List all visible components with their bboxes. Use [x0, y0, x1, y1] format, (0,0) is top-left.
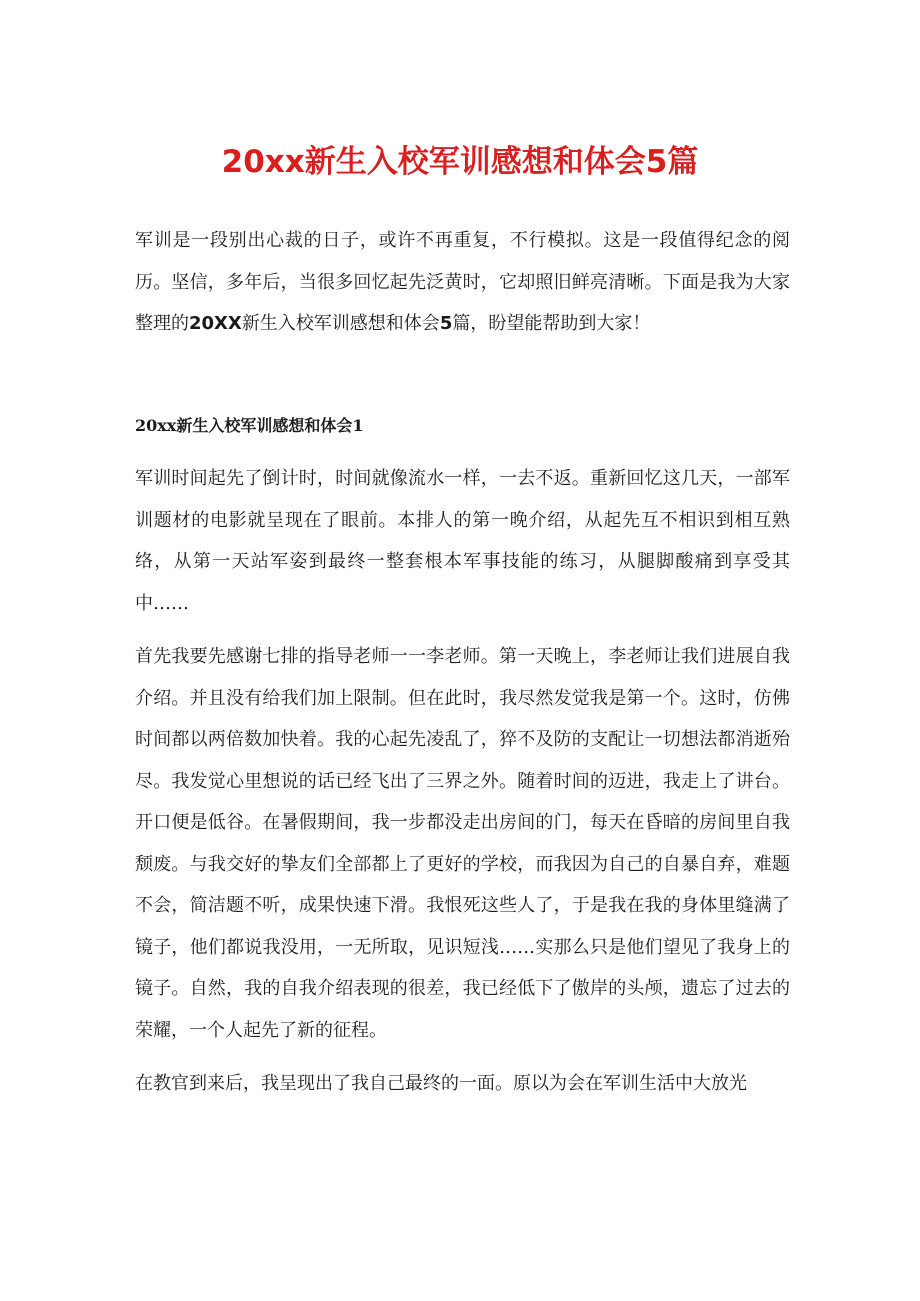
intro-text-2: 新生入校军训感想和体会	[241, 313, 440, 334]
intro-text-1: 军训是一段别出心裁的日子，或许不再重复，不行模拟。这是一段值得纪念的阅历。坚信，多年后，当很多回忆起先泛黄时，它却照旧鲜亮清晰。下面是我为大家整理的	[135, 230, 790, 334]
intro-text-3: 篇，盼望能帮助到大家！	[452, 313, 651, 334]
document-title: 20xx新生入校军训感想和体会5篇	[221, 144, 699, 180]
section-heading: 20xx新生入校军训感想和体会1	[135, 416, 364, 435]
intro-year-bold: 20XX	[189, 313, 242, 334]
body-paragraph-2: 首先我要先感谢七排的指导老师一一李老师。第一天晚上，李老师让我们进展自我介绍。并且没有给我们加上限制。但在此时，我尽然发觉我是第一个。这时，仿佛时间都以两倍数加快着。我的心起先凌乱了，猝不及防的支配让一切想法都消逝殆尽。我发觉心里想说的话已经飞出了三界之外。随着时间的迈进，我走上了讲台。开口便是低谷。在暑假期间，我一步都没走出房间的门，每天在昏暗的房间里自我颓废。与我交好的挚友们全部都上了更好的学校，而我因为自己的自暴自弃，难题不会，简洁题不听，成果快速下滑。我恨死这些人了，于是我在我的身体里缝满了镜子，他们都说我没用，一无所取，见识短浅……实那么只是他们望见了我身上的镜子。自然，我的自我介绍表现的很差，我已经低下了傲岸的头颅，遗忘了过去的荣耀，一个人起先了新的征程。	[135, 646, 790, 1041]
intro-count-bold: 5	[439, 313, 453, 334]
intro-paragraph	[135, 220, 790, 345]
body-paragraph-3: 在教官到来后，我呈现出了我自己最终的一面。原以为会在军训生活中大放光	[135, 1073, 747, 1094]
body-paragraph-1: 军训时间起先了倒计时，时间就像流水一样，一去不返。重新回忆这几天，一部军训题材的电影就呈现在了眼前。本排人的第一晚介绍，从起先互不相识到相互熟络，从第一天站军姿到最终一整套根本军事技能的练习，从腿脚酸痛到享受其中……	[135, 468, 790, 614]
section-body	[135, 458, 790, 1117]
